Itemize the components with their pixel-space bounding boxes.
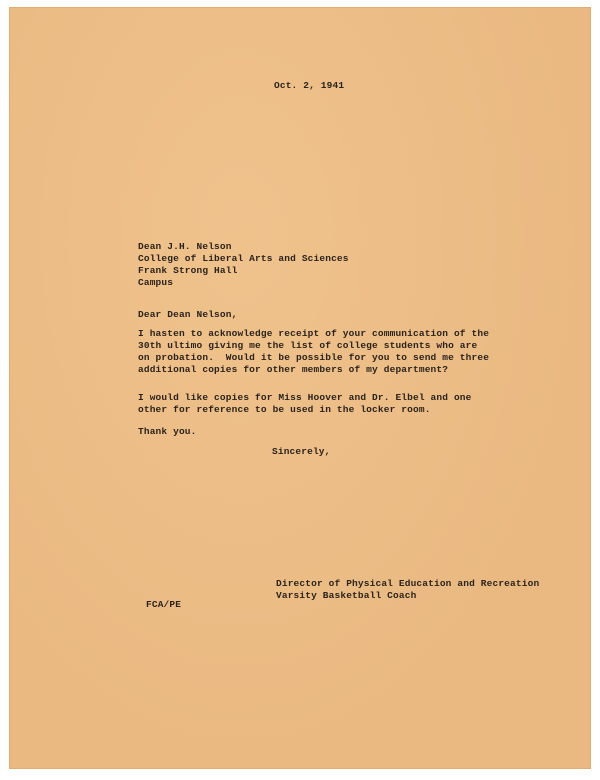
signature-title: Director of Physical Education and Recreation <box>276 578 540 589</box>
body-line: on probation. Would it be possible for you to send me three <box>138 352 490 363</box>
signature-title: Varsity Basketball Coach <box>276 590 417 601</box>
closing-line: Sincerely, <box>272 446 331 457</box>
thanks-line: Thank you. <box>138 426 197 437</box>
body-line: 30th ultimo giving me the list of college students who are <box>138 340 478 351</box>
body-line: other for reference to be used in the locker room. <box>138 404 431 415</box>
salutation: Dear Dean Nelson, <box>138 309 238 320</box>
recipient-line: Frank Strong Hall <box>138 265 238 276</box>
body-line: I would like copies for Miss Hoover and Dr. Elbel and one <box>138 392 472 403</box>
letter-page <box>10 8 590 768</box>
recipient-line: Campus <box>138 277 174 288</box>
typist-initials: FCA/PE <box>146 599 182 610</box>
body-line: additional copies for other members of my department? <box>138 364 449 375</box>
recipient-line: College of Liberal Arts and Sciences <box>138 253 349 264</box>
recipient-line: Dean J.H. Nelson <box>138 241 232 252</box>
body-line: I hasten to acknowledge receipt of your communication of the <box>138 328 490 339</box>
letter-date: Oct. 2, 1941 <box>274 80 345 91</box>
